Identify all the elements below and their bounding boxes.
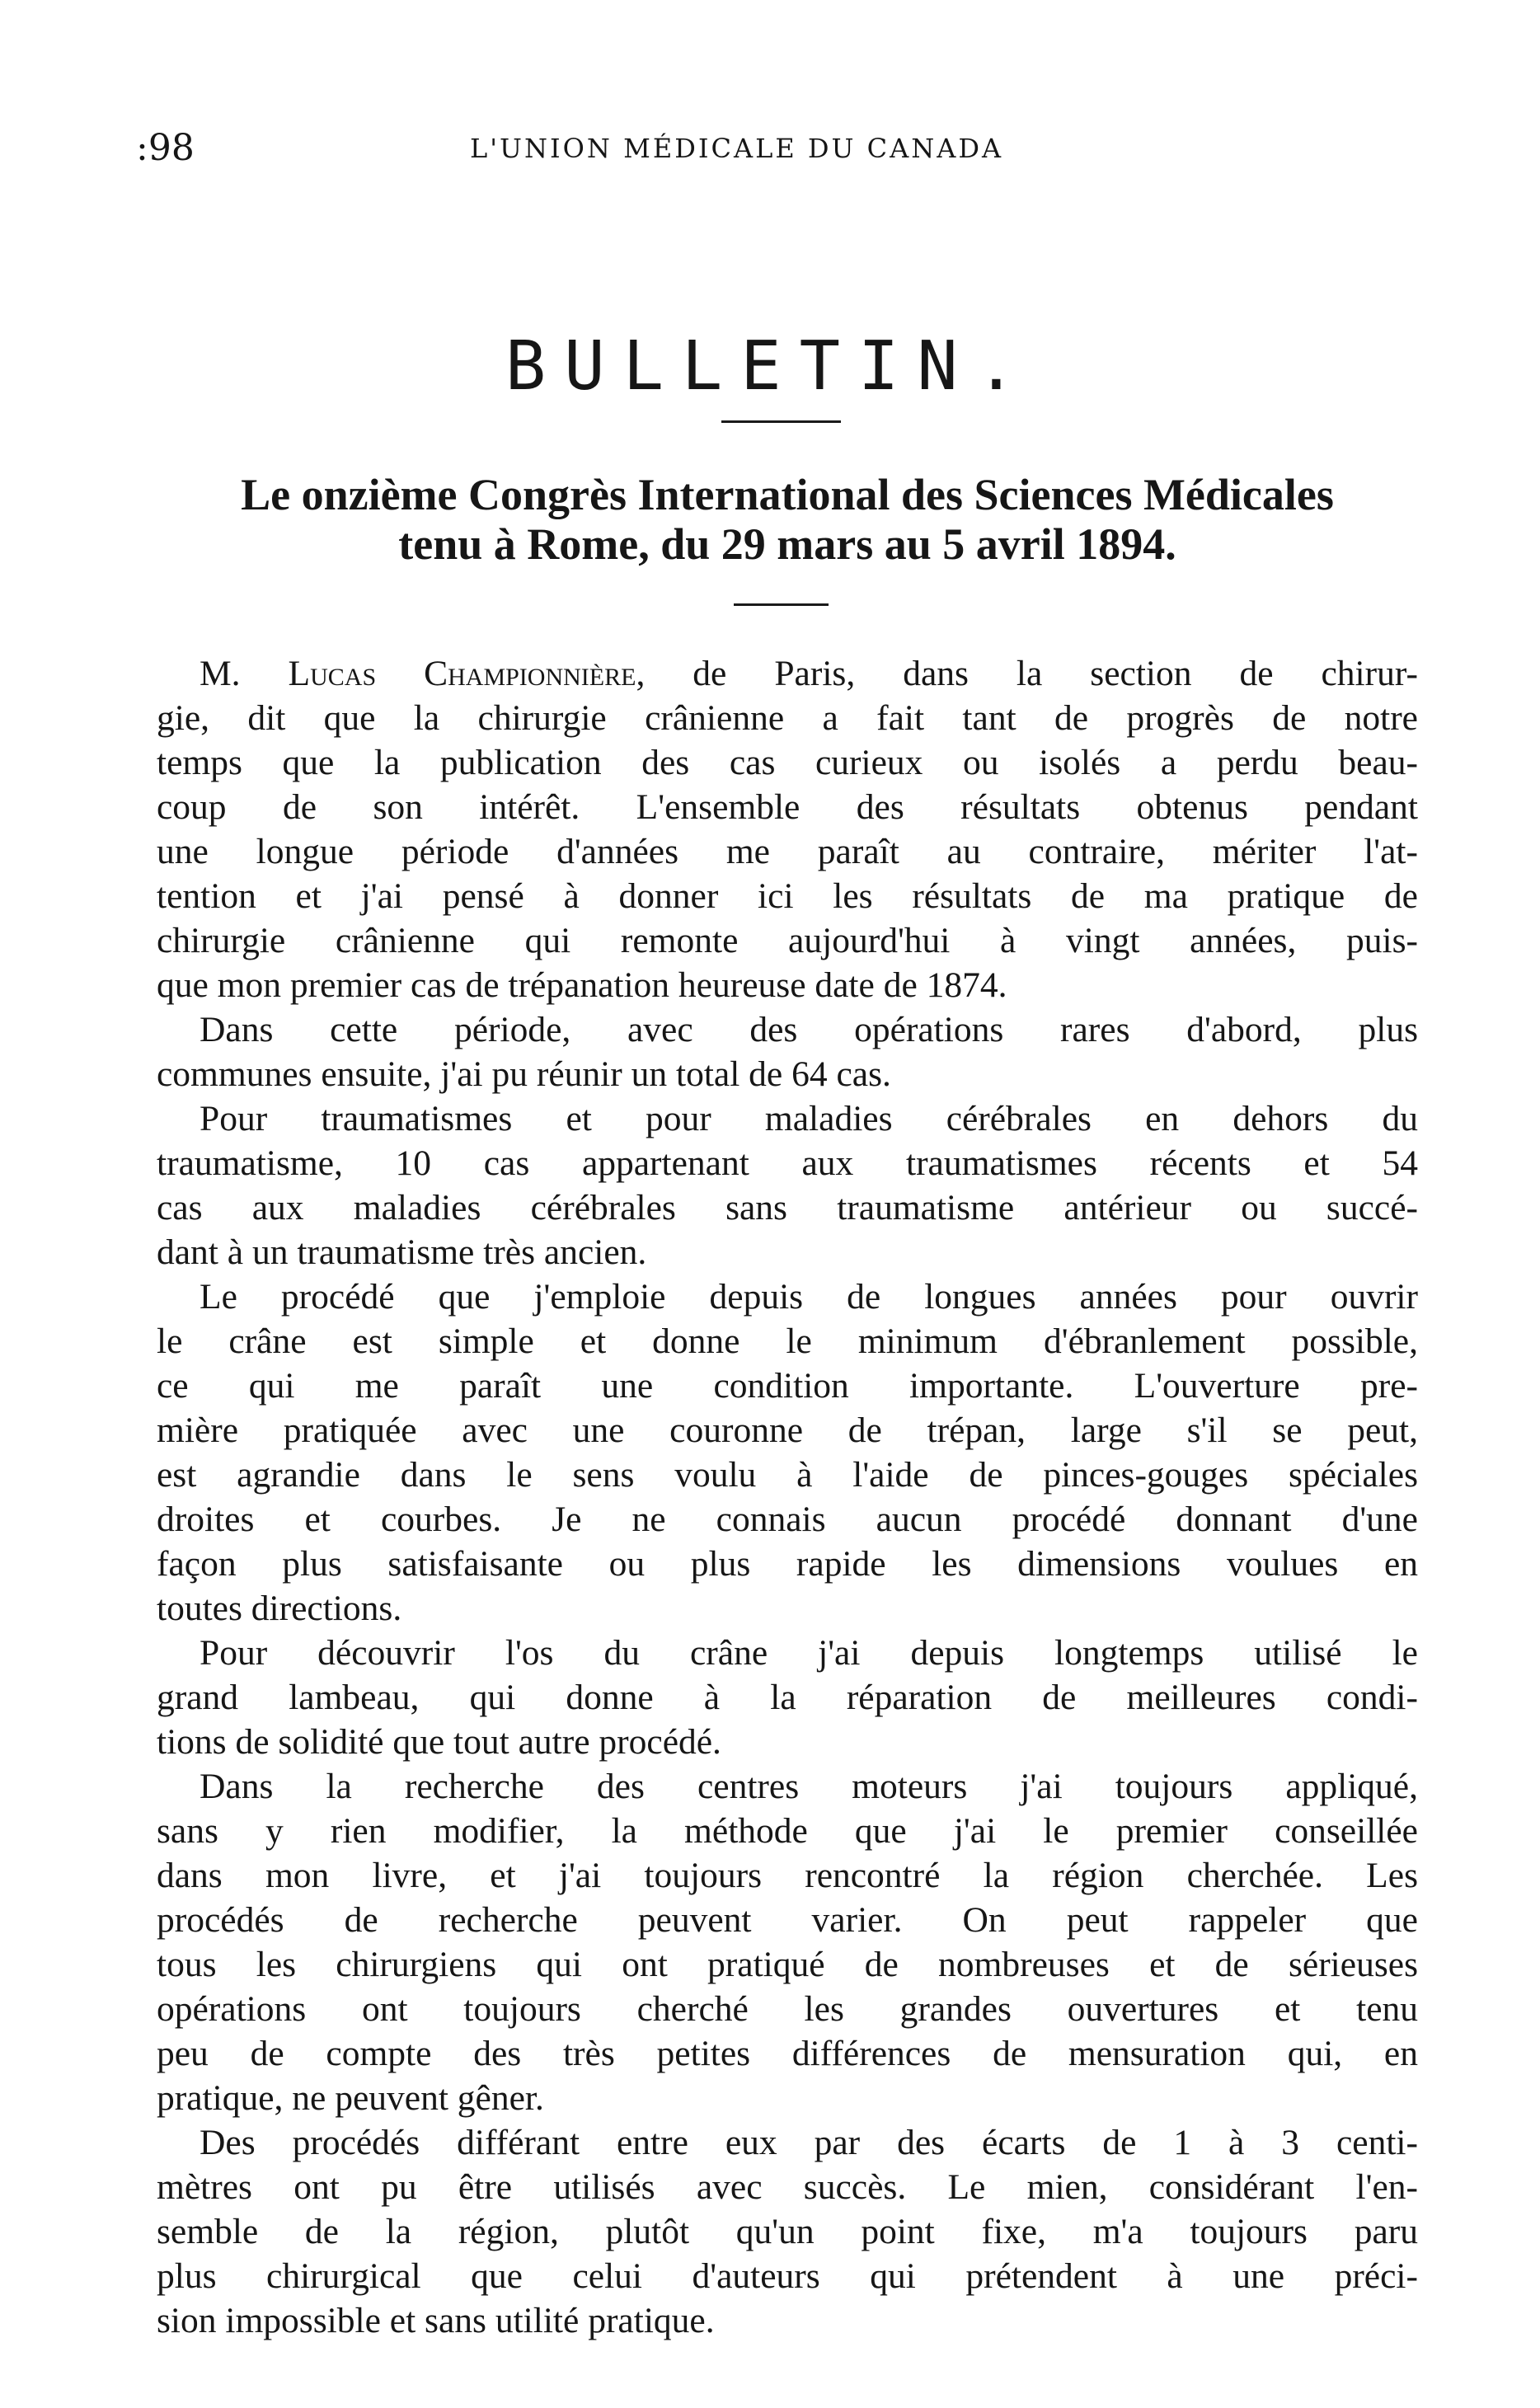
text-line: toutes directions. bbox=[157, 1589, 402, 1628]
text-line: Dans la recherche des centres moteurs j'ai toujours appliqué, bbox=[200, 1767, 1418, 1806]
text-line: traumatisme, 10 cas appartenant aux traumatismes récents et 54 bbox=[157, 1143, 1418, 1183]
text-line: Pour découvrir l'os du crâne j'ai depuis longtemps utilisé le bbox=[200, 1633, 1418, 1673]
article-title bbox=[157, 470, 1418, 569]
text-line: grand lambeau, qui donne à la réparation de meilleures condi- bbox=[157, 1678, 1418, 1717]
text-line: Pour traumatismes et pour maladies cérébrales en dehors du bbox=[200, 1099, 1418, 1138]
text-line: dans mon livre, et j'ai toujours rencontré la région cherchée. Les bbox=[157, 1856, 1418, 1895]
text-line: opérations ont toujours cherché les grandes ouvertures et tenu bbox=[157, 1989, 1418, 2029]
paragraph bbox=[157, 1631, 1418, 1764]
paragraph bbox=[157, 1274, 1418, 1631]
text-line: chirurgie crânienne qui remonte aujourd'hui à vingt années, puis- bbox=[157, 921, 1418, 960]
text-line: peu de compte des très petites différences de mensuration qui, en bbox=[157, 2034, 1418, 2073]
text-line: cas aux maladies cérébrales sans traumatisme antérieur ou succé- bbox=[157, 1188, 1418, 1227]
text-line: coup de son intérêt. L'ensemble des résultats obtenus pendant bbox=[157, 787, 1418, 827]
text-line: plus chirurgical que celui d'auteurs qui prétendent à une préci- bbox=[157, 2256, 1418, 2296]
text-line: tous les chirurgiens qui ont pratiqué de nombreuses et de sérieuses bbox=[157, 1945, 1418, 1984]
paragraph bbox=[157, 2120, 1418, 2343]
text-line: droites et courbes. Je ne connais aucun procédé donnant d'une bbox=[157, 1500, 1418, 1539]
divider-rule bbox=[734, 603, 829, 606]
author-name: Lucas Championnière bbox=[288, 654, 636, 693]
article-title-line: Le onzième Congrès International des Sciences Médicales bbox=[241, 470, 1334, 519]
text-line: Le procédé que j'emploie depuis de longues années pour ouvrir bbox=[200, 1277, 1418, 1317]
text-fragment: M. bbox=[200, 654, 289, 693]
text-line: sans y rien modifier, la méthode que j'ai le premier conseillée bbox=[157, 1811, 1418, 1851]
article-body bbox=[157, 651, 1418, 2343]
text-line: procédés de recherche peuvent varier. On peut rappeler que bbox=[157, 1900, 1418, 1940]
paragraph bbox=[157, 1007, 1418, 1096]
text-line: gie, dit que la chirurgie crânienne a fait tant de progrès de notre bbox=[157, 698, 1418, 738]
text-line: pratique, ne peuvent gêner. bbox=[157, 2078, 544, 2118]
text-line: tions de solidité que tout autre procédé. bbox=[157, 1722, 721, 1762]
text-line: une longue période d'années me paraît au contraire, mériter l'at- bbox=[157, 832, 1418, 871]
paragraph bbox=[157, 1764, 1418, 2120]
text-line: est agrandie dans le sens voulu à l'aide de pinces-gouges spéciales bbox=[157, 1455, 1418, 1495]
text-line: mière pratiquée avec une couronne de trépan, large s'il se peut, bbox=[157, 1411, 1418, 1450]
article-title-line: tenu à Rome, du 29 mars au 5 avril 1894. bbox=[398, 519, 1176, 569]
text-line: semble de la région, plutôt qu'un point fixe, m'a toujours paru bbox=[157, 2212, 1418, 2251]
divider-rule bbox=[721, 420, 841, 423]
text-line: tention et j'ai pensé à donner ici les résultats de ma pratique de bbox=[157, 876, 1418, 916]
paragraph bbox=[157, 651, 1418, 1007]
text-line: ce qui me paraît une condition importante. L'ouverture pre- bbox=[157, 1366, 1418, 1406]
text-line bbox=[157, 651, 1418, 696]
text-line: dant à un traumatisme très ancien. bbox=[157, 1232, 647, 1272]
paragraph bbox=[157, 1096, 1418, 1274]
text-line: mètres ont pu être utilisés avec succès. Le mien, considérant l'en- bbox=[157, 2167, 1418, 2207]
text-fragment: , de Paris, dans la section de chirur- bbox=[636, 654, 1418, 693]
text-line: Des procédés différant entre eux par des écarts de 1 à 3 centi- bbox=[200, 2123, 1418, 2162]
journal-title: L'UNION MÉDICALE DU CANADA bbox=[470, 133, 1004, 164]
text-line: Dans cette période, avec des opérations rares d'abord, plus bbox=[200, 1010, 1418, 1049]
text-line: façon plus satisfaisante ou plus rapide les dimensions voulues en bbox=[157, 1544, 1418, 1584]
text-line: le crâne est simple et donne le minimum d'ébranlement possible, bbox=[157, 1321, 1418, 1361]
section-heading: BULLETIN. bbox=[505, 327, 1035, 406]
text-line: sion impossible et sans utilité pratique. bbox=[157, 2301, 715, 2340]
running-head bbox=[136, 124, 1414, 173]
page-number: :98 bbox=[136, 127, 195, 169]
text-line: temps que la publication des cas curieux ou isolés a perdu beau- bbox=[157, 743, 1418, 782]
text-line: communes ensuite, j'ai pu réunir un total de 64 cas. bbox=[157, 1054, 891, 1094]
text-line: que mon premier cas de trépanation heureuse date de 1874. bbox=[157, 965, 1007, 1005]
